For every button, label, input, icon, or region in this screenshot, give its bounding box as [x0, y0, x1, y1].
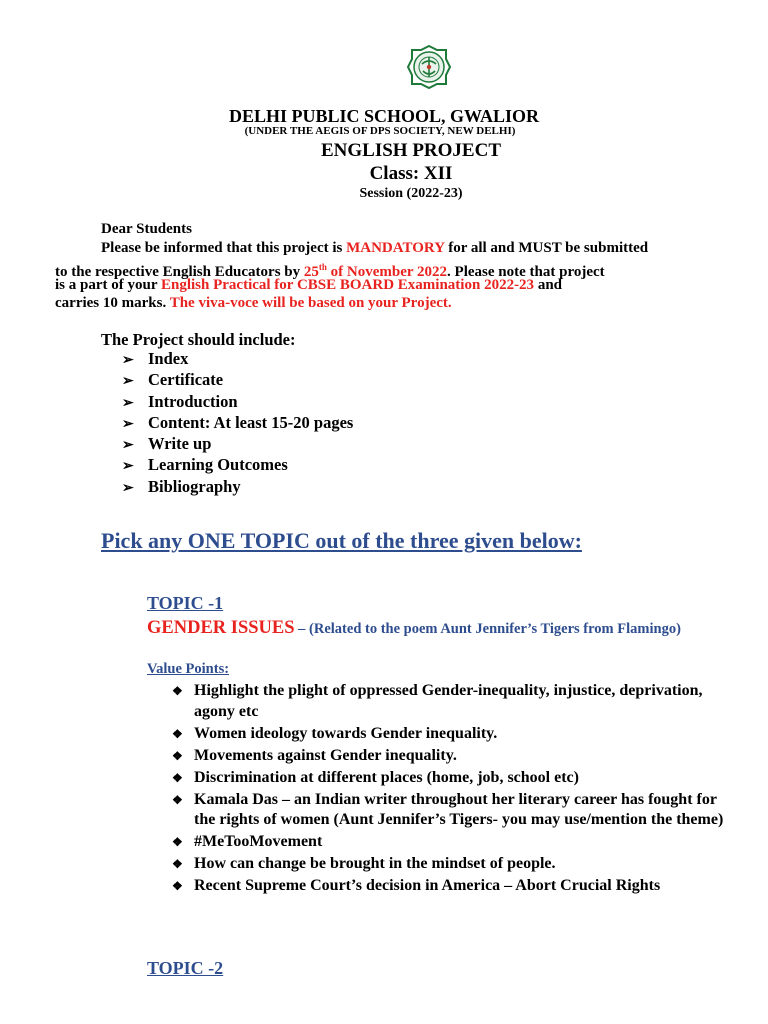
aegis-line: (UNDER THE AEGIS OF DPS SOCIETY, NEW DELHI) — [244, 125, 516, 137]
list-item-label: How can change be brought in the mindset of people. — [194, 855, 556, 872]
notice-text: carries 10 marks. — [55, 295, 170, 311]
class-label: Class: XII — [369, 163, 453, 184]
arrow-bullet-icon: ➢ — [122, 374, 134, 390]
topic-1-title — [147, 618, 747, 639]
diamond-bullet-icon: ❖ — [172, 770, 183, 785]
diamond-bullet-icon: ❖ — [172, 684, 183, 698]
pick-topic-heading: Pick any ONE TOPIC out of the three given below: — [101, 528, 582, 553]
notice-text: Please be informed that this project is — [101, 240, 347, 256]
topic-2-label: TOPIC -2 — [147, 958, 224, 978]
notice-text: to the respective English Educators by — [55, 264, 304, 280]
diamond-bullet-icon: ❖ — [172, 835, 183, 849]
list-item-label: Index — [148, 349, 189, 368]
list-item-label: Discrimination at different places (home, job, school etc) — [194, 768, 579, 786]
list-item — [122, 433, 353, 454]
list-item — [172, 832, 732, 853]
notice-text: is a part of your — [55, 277, 161, 293]
list-item-label: Kamala Das – an Indian writer throughout her literary career has fought for the rights of women (Aunt Jennifer’s Tigers- you may use/mention the theme) — [194, 790, 724, 828]
list-item — [172, 681, 732, 722]
value-points-label: Value Points: — [147, 661, 230, 677]
school-logo — [406, 44, 452, 90]
list-item-label: Movements against Gender inequality. — [194, 746, 457, 764]
list-item-label: Write up — [148, 434, 212, 454]
list-item-label: Content: At least 15-20 pages — [148, 412, 354, 432]
notice-text: for all and MUST be submitted — [444, 240, 649, 256]
list-item — [122, 476, 353, 497]
list-item-label: Learning Outcomes — [148, 455, 288, 475]
notice-line-1 — [101, 239, 648, 259]
arrow-bullet-icon: ➢ — [122, 353, 134, 368]
list-item — [122, 369, 353, 390]
mandatory-text: MANDATORY — [346, 240, 445, 256]
list-item — [172, 790, 732, 831]
arrow-bullet-icon: ➢ — [122, 480, 134, 496]
topic-1-label: TOPIC -1 — [147, 593, 224, 613]
topic-1-name: GENDER ISSUES — [147, 618, 295, 638]
deadline-day: 25 — [303, 264, 319, 280]
list-item — [172, 768, 732, 789]
notice-line-4 — [55, 294, 452, 314]
list-item — [122, 348, 353, 369]
arrow-bullet-icon: ➢ — [122, 395, 134, 411]
list-item-label: Highlight the plight of oppressed Gender-inequality, injustice, deprivation, agony etc — [194, 682, 703, 720]
viva-text: The viva-voce will be based on your Project. — [169, 295, 452, 311]
notice-line-3 — [55, 276, 562, 296]
school-name: DELHI PUBLIC SCHOOL, GWALIOR — [228, 106, 540, 126]
session-label: Session (2022-23) — [359, 186, 463, 201]
list-item — [172, 746, 732, 767]
diamond-bullet-icon: ❖ — [172, 857, 183, 871]
list-item-label: Certificate — [148, 370, 224, 390]
arrow-bullet-icon: ➢ — [122, 459, 134, 475]
value-points-list — [172, 681, 732, 898]
exam-text: English Practical for CBSE BOARD Examination 2022-23 — [160, 277, 535, 293]
diamond-bullet-icon: ❖ — [172, 748, 183, 763]
diamond-bullet-icon: ❖ — [172, 726, 183, 741]
include-list — [122, 348, 353, 497]
list-item — [122, 454, 353, 475]
diamond-bullet-icon: ❖ — [172, 879, 183, 893]
include-title: The Project should include: — [101, 330, 296, 349]
diamond-bullet-icon: ❖ — [172, 792, 183, 807]
notice-text: . Please note that project — [447, 264, 605, 280]
list-item-label: Women ideology towards Gender inequality. — [194, 724, 498, 742]
topic-1-related: – (Related to the poem Aunt Jennifer’s Tigers from Flamingo) — [294, 621, 681, 637]
deadline-month: of November 2022 — [326, 264, 448, 280]
list-item-label: #MeTooMovement — [194, 833, 323, 850]
notice-text: and — [534, 277, 562, 293]
list-item — [172, 724, 732, 745]
deadline-suffix: th — [318, 262, 327, 272]
list-item — [172, 876, 732, 897]
list-item — [172, 854, 732, 875]
greeting: Dear Students — [101, 221, 192, 237]
list-item-label: Introduction — [148, 391, 238, 411]
arrow-bullet-icon: ➢ — [122, 416, 134, 432]
list-item-label: Recent Supreme Court’s decision in America – Abort Crucial Rights — [194, 877, 661, 894]
arrow-bullet-icon: ➢ — [122, 438, 134, 454]
project-title: ENGLISH PROJECT — [320, 140, 501, 161]
list-item-label: Bibliography — [148, 476, 241, 496]
list-item — [122, 412, 353, 433]
list-item — [122, 391, 353, 412]
